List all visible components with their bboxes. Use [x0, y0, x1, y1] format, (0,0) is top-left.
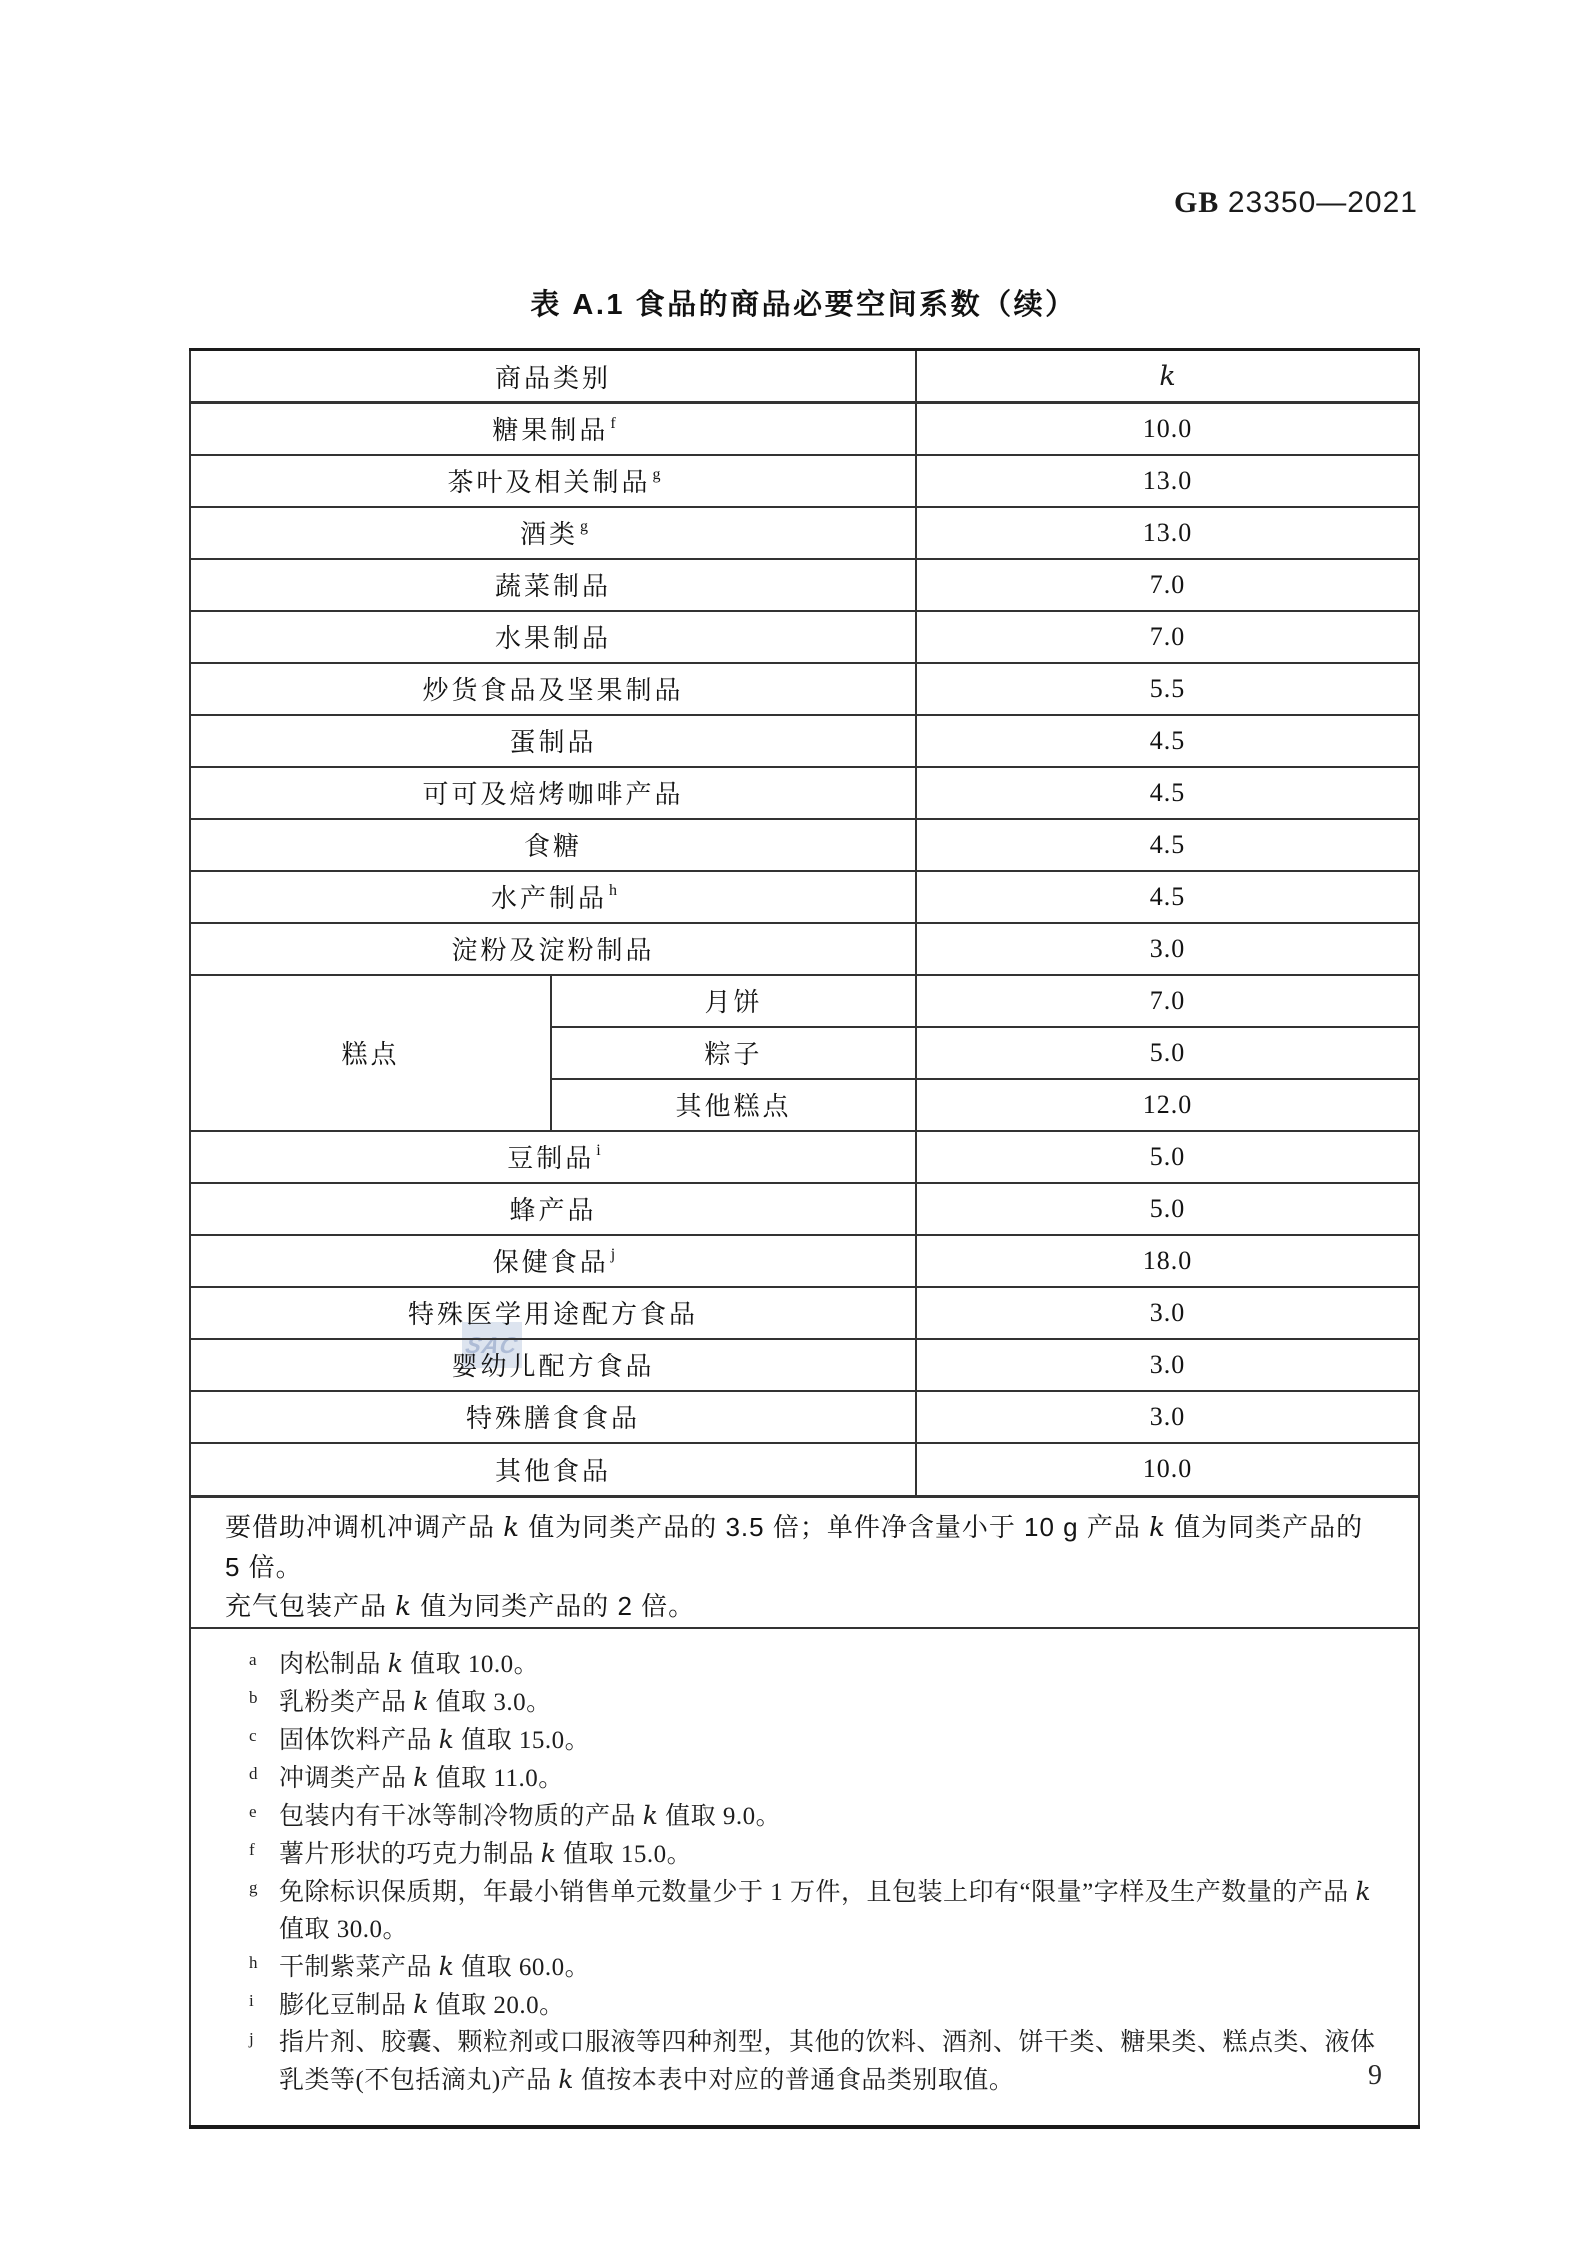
table-row [190, 403, 1419, 455]
footnote-text: 肉松制品 k 值取 10.0。 [279, 1649, 540, 1678]
category-label: 酒类 [520, 520, 579, 549]
category-cell [190, 507, 916, 559]
k-value: 5.0 [1149, 1037, 1186, 1067]
subcategory-cell [551, 1027, 916, 1079]
footnote-text: 固体饮料产品 k 值取 15.0。 [279, 1725, 591, 1754]
footnote-item [249, 1759, 1382, 1797]
footnote-letter: i [249, 1991, 254, 2010]
table-row [190, 1339, 1419, 1391]
category-label: 特殊医学用途配方食品 [408, 1300, 699, 1329]
category-label: 豆制品 [507, 1144, 595, 1173]
standard-code-prefix: GB [1173, 186, 1220, 219]
footnote-cell [190, 1628, 1419, 2127]
table-row [190, 507, 1419, 559]
k-value: 3.0 [1149, 1297, 1186, 1327]
table-row [190, 715, 1419, 767]
category-label: 可可及焙烤咖啡产品 [422, 780, 684, 809]
k-value-cell [916, 1443, 1419, 1497]
footnote-text: 薯片形状的巧克力制品 k 值取 15.0。 [279, 1839, 693, 1868]
footnote-text: 膨化豆制品 k 值取 20.0。 [279, 1990, 565, 2019]
footnote-item [249, 1873, 1382, 1948]
footnote-letter: a [249, 1650, 257, 1669]
footnote-letter: f [249, 1840, 255, 1859]
subcategory-label: 其他糕点 [675, 1092, 792, 1121]
category-label: 其他食品 [495, 1456, 612, 1486]
footnote-item [249, 1835, 1382, 1873]
category-cell [190, 1235, 916, 1287]
footnote-letter: j [249, 2029, 254, 2048]
footnote-ref: i [596, 1142, 601, 1160]
standard-code [1174, 186, 1418, 220]
k-value-cell [916, 1235, 1419, 1287]
category-cell [190, 611, 916, 663]
k-value: 4.5 [1149, 829, 1186, 859]
footnote-letter: b [249, 1688, 258, 1707]
k-value: 13.0 [1142, 465, 1193, 495]
k-value: 5.0 [1149, 1193, 1186, 1223]
category-label: 蜂产品 [509, 1196, 597, 1225]
category-label: 食糖 [524, 832, 583, 861]
subcategory-label: 粽子 [704, 1040, 763, 1069]
table-row [190, 559, 1419, 611]
category-cell [190, 559, 916, 611]
k-value-cell [916, 559, 1419, 611]
k-value: 5.5 [1149, 673, 1186, 703]
category-cell [190, 1183, 916, 1235]
k-value: 5.0 [1149, 1141, 1186, 1171]
table-row [190, 871, 1419, 923]
k-value: 4.5 [1149, 725, 1186, 755]
footnote-item [249, 1721, 1382, 1759]
table-row [190, 1183, 1419, 1235]
footnote-item [249, 1683, 1382, 1721]
table-row [190, 767, 1419, 819]
category-cell [190, 715, 916, 767]
category-cell [190, 1443, 916, 1497]
footnote-item [249, 1645, 1382, 1683]
note-row [190, 1497, 1419, 1629]
k-value: 7.0 [1149, 569, 1186, 599]
header-row [190, 350, 1419, 403]
k-value: 3.0 [1149, 1401, 1186, 1431]
sac-watermark-text: SAC [463, 1331, 521, 1358]
table-notes [190, 1497, 1419, 2128]
footnote-ref: j [610, 1246, 616, 1264]
category-label: 炒货食品及坚果制品 [422, 676, 684, 705]
category-cell [190, 871, 916, 923]
category-label: 蔬菜制品 [495, 572, 612, 601]
category-label: 茶叶及相关制品 [447, 468, 651, 497]
category-cell [190, 1391, 916, 1443]
k-value: 7.0 [1149, 985, 1186, 1015]
footnote-row [190, 1628, 1419, 2127]
k-value-cell [916, 1287, 1419, 1339]
k-value-cell [916, 663, 1419, 715]
note-cell [190, 1497, 1419, 1629]
footnote-item [249, 1986, 1382, 2024]
category-label: 保健食品 [492, 1248, 609, 1277]
footnote-text: 干制紫菜产品 k 值取 60.0。 [279, 1952, 591, 1981]
footnote-text: 乳粉类产品 k 值取 3.0。 [279, 1687, 552, 1716]
category-cell [190, 1339, 916, 1391]
table-row [190, 1131, 1419, 1183]
k-value-cell [916, 923, 1419, 975]
k-value-cell [916, 1183, 1419, 1235]
subcategory-label: 月饼 [704, 988, 763, 1017]
table-row [190, 975, 1419, 1027]
footnote-list [249, 1645, 1382, 2099]
k-value-cell [916, 715, 1419, 767]
k-value-cell [916, 507, 1419, 559]
footnote-item [249, 1948, 1382, 1986]
table-row [190, 663, 1419, 715]
k-value-cell [916, 767, 1419, 819]
category-label: 糖果制品 [492, 416, 609, 446]
footnote-item [249, 1797, 1382, 1835]
table-row [190, 1443, 1419, 1497]
footnote-letter: e [249, 1802, 257, 1821]
table-head [190, 350, 1419, 403]
k-value-cell [916, 1391, 1419, 1443]
k-value-cell [916, 975, 1419, 1027]
category-cell [190, 455, 916, 507]
column-header-category: 商品类别 [190, 350, 916, 403]
table-row [190, 1391, 1419, 1443]
k-value: 4.5 [1149, 881, 1186, 911]
subcategory-cell [551, 1079, 916, 1131]
category-group-cell: 糕点 [190, 975, 551, 1131]
table-row [190, 611, 1419, 663]
footnote-letter: c [249, 1726, 257, 1745]
standard-code-number: 23350—2021 [1227, 186, 1418, 219]
category-cell [190, 819, 916, 871]
footnote-letter: d [249, 1764, 258, 1783]
table-row [190, 1287, 1419, 1339]
category-cell [190, 1131, 916, 1183]
category-label: 蛋制品 [509, 728, 597, 757]
footnote-ref: h [609, 882, 618, 900]
k-value: 3.0 [1149, 1349, 1186, 1379]
space-coefficient-table [189, 348, 1420, 2129]
table-row [190, 819, 1419, 871]
k-value-cell [916, 1079, 1419, 1131]
k-value-cell [916, 1027, 1419, 1079]
table-body [190, 403, 1419, 1497]
k-value-cell [916, 1131, 1419, 1183]
k-value-cell [916, 819, 1419, 871]
k-value-cell [916, 611, 1419, 663]
footnote-letter: g [249, 1878, 258, 1897]
table-row [190, 455, 1419, 507]
k-value: 7.0 [1149, 621, 1186, 651]
category-cell [190, 923, 916, 975]
footnote-ref: f [610, 414, 616, 432]
k-variable: k [1159, 360, 1176, 392]
column-header-k [916, 350, 1419, 403]
subcategory-cell [551, 975, 916, 1027]
k-value: 4.5 [1149, 777, 1186, 807]
category-cell [190, 1287, 916, 1339]
footnote-text: 冲调类产品 k 值取 11.0。 [279, 1763, 564, 1792]
category-cell [190, 403, 916, 455]
category-label: 淀粉及淀粉制品 [451, 936, 655, 965]
footnote-ref: g [652, 466, 661, 484]
note-line: 充气包装产品 k 值为同类产品的 2 倍。 [225, 1591, 696, 1622]
table-row [190, 1235, 1419, 1287]
category-label: 婴幼儿配方食品 [451, 1352, 655, 1381]
k-value: 3.0 [1149, 933, 1186, 963]
k-value: 13.0 [1142, 517, 1193, 547]
category-label: 特殊膳食食品 [466, 1404, 641, 1433]
footnote-text: 包装内有干冰等制冷物质的产品 k 值取 9.0。 [279, 1801, 782, 1830]
footnote-letter: h [249, 1953, 258, 1972]
k-value-cell [916, 871, 1419, 923]
footnote-text: 指片剂、胶囊、颗粒剂或口服液等四种剂型，其他的饮料、酒剂、饼干类、糖果类、糕点类、液体乳类等(不包括滴丸)产品 k 值按本表中对应的普通食品类别取值。 [279, 2029, 1376, 2094]
k-value-cell [916, 1339, 1419, 1391]
k-value: 18.0 [1142, 1245, 1193, 1275]
k-value: 12.0 [1142, 1089, 1193, 1119]
note-line: 要借助冲调机冲调产品 k 值为同类产品的 3.5 倍；单件净含量小于 10 g 产品 k 值为同类产品的 5 倍。 [225, 1512, 1364, 1582]
category-label: 水果制品 [495, 624, 612, 653]
k-value-cell [916, 403, 1419, 455]
k-value: 10.0 [1142, 413, 1193, 443]
table-title: 表 A.1 食品的商品必要空间系数（续） [530, 289, 1077, 321]
category-label: 水产制品 [491, 884, 608, 913]
k-value-cell [916, 455, 1419, 507]
footnote-ref: g [580, 518, 589, 536]
category-cell [190, 767, 916, 819]
category-cell [190, 663, 916, 715]
page-number: 9 [1368, 2060, 1382, 2091]
k-value: 10.0 [1142, 1454, 1193, 1484]
footnote-text: 免除标识保质期，年最小销售单元数量少于 1 万件，且包装上印有“限量”字样及生产数量的产品 k 值取 30.0。 [279, 1877, 1372, 1943]
table-row [190, 923, 1419, 975]
